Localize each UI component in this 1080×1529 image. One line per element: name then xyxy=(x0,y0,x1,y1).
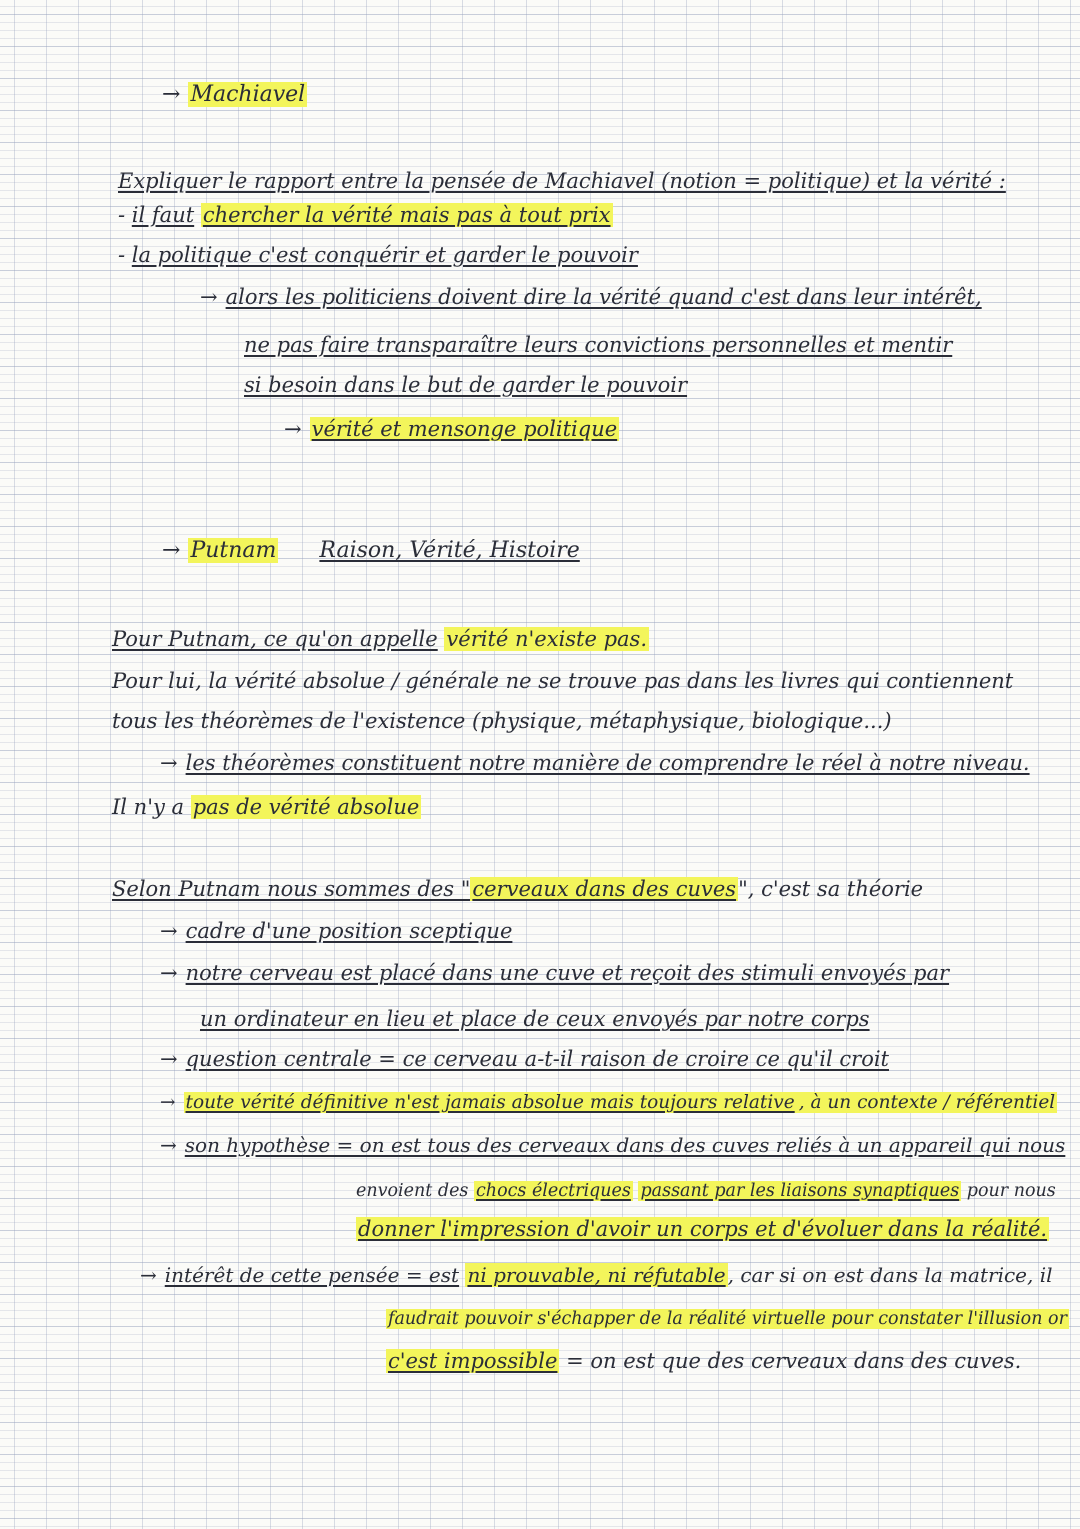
arrow-icon: → xyxy=(140,1263,157,1287)
highlight: faudrait pouvoir s'échapper de la réalité virtuelle pour constater l'illusion or xyxy=(388,1309,1067,1329)
putnam-title: Putnam xyxy=(190,538,277,563)
putnam-bullet-2: → notre cerveau est placé dans une cuve et reçoit des stimuli envoyés par xyxy=(160,961,950,985)
machiavel-item-2: - la politique c'est conquérir et garder le pouvoir xyxy=(118,243,638,267)
machiavel-title: Machiavel xyxy=(190,82,306,107)
machiavel-sub-3: si besoin dans le but de garder le pouvoir xyxy=(244,373,688,397)
arrow-icon: → xyxy=(160,751,178,775)
highlight: cerveaux dans des cuves xyxy=(472,877,737,901)
machiavel-sub-1: → alors les politiciens doivent dire la vérité quand c'est dans leur intérêt, xyxy=(200,285,982,309)
highlight: donner l'impression d'avoir un corps et d'évoluer dans la réalité. xyxy=(358,1217,1048,1241)
putnam-theory: Selon Putnam nous sommes des "cerveaux dans des cuves", c'est sa théorie xyxy=(112,877,924,901)
machiavel-intro: Expliquer le rapport entre la pensée de Machiavel (notion = politique) et la vérité : xyxy=(118,169,1006,193)
putnam-bullet-4: → toute vérité définitive n'est jamais absolue mais toujours relative , à un contexte / référentiel xyxy=(160,1092,1056,1113)
putnam-p4: → les théorèmes constituent notre manière de comprendre le réel à notre niveau. xyxy=(160,751,1030,775)
highlight: chocs électriques xyxy=(476,1181,631,1201)
arrow-icon: → xyxy=(160,961,178,985)
highlight: ni prouvable, ni réfutable xyxy=(467,1263,726,1287)
machiavel-heading xyxy=(162,80,307,110)
highlight: vérité et mensonge politique xyxy=(311,417,618,441)
arrow-icon: → xyxy=(162,538,181,563)
highlight: toute vérité définitive n'est jamais absolue mais toujours relative xyxy=(185,1092,795,1113)
arrow-icon: → xyxy=(162,82,181,107)
putnam-heading xyxy=(162,536,580,566)
putnam-p5: Il n'y a pas de vérité absolue xyxy=(112,795,420,819)
highlight: c'est impossible xyxy=(388,1349,558,1373)
arrow-icon: → xyxy=(200,285,218,309)
arrow-icon: → xyxy=(160,919,178,943)
putnam-bullet-5: → son hypothèse = on est tous des cerveaux dans des cuves reliés à un appareil qui nous xyxy=(160,1133,1066,1157)
highlight: pas de vérité absolue xyxy=(192,795,420,819)
arrow-icon: → xyxy=(160,1047,178,1071)
putnam-bullet-6b xyxy=(386,1304,1069,1334)
machiavel-conclusion xyxy=(284,414,619,444)
putnam-book-title: Raison, Vérité, Histoire xyxy=(319,538,580,563)
putnam-p2: Pour lui, la vérité absolue / générale ne se trouve pas dans les livres qui contiennent xyxy=(112,669,1014,693)
putnam-p1: Pour Putnam, ce qu'on appelle vérité n'existe pas. xyxy=(112,627,648,651)
highlight: passant par les liaisons synaptiques xyxy=(640,1181,960,1201)
putnam-bullet-3: → question centrale = ce cerveau a-t-il raison de croire ce qu'il croit xyxy=(160,1047,889,1071)
arrow-icon: → xyxy=(284,417,302,441)
arrow-icon: → xyxy=(160,1092,176,1113)
machiavel-sub-2: ne pas faire transparaître leurs convictions personnelles et mentir xyxy=(244,333,953,357)
putnam-bullet-5b: envoient des chocs électriques passant par les liaisons synaptiques pour nous xyxy=(356,1181,1056,1201)
putnam-bullet-2b: un ordinateur en lieu et place de ceux envoyés par notre corps xyxy=(200,1007,870,1031)
putnam-bullet-1: → cadre d'une position sceptique xyxy=(160,919,513,943)
putnam-bullet-5c xyxy=(356,1214,1049,1244)
arrow-icon: → xyxy=(160,1133,177,1157)
putnam-bullet-6c: c'est impossible = on est que des cerveaux dans des cuves. xyxy=(388,1349,1022,1373)
highlight: vérité n'existe pas. xyxy=(446,627,648,651)
putnam-bullet-6: → intérêt de cette pensée = est ni prouvable, ni réfutable , car si on est dans la matrice, il xyxy=(140,1263,1053,1287)
machiavel-item-1: - il faut chercher la vérité mais pas à tout prix xyxy=(118,203,611,227)
putnam-p3: tous les théorèmes de l'existence (physique, métaphysique, biologique...) xyxy=(112,709,892,733)
highlight: chercher la vérité mais pas à tout prix xyxy=(202,203,611,227)
